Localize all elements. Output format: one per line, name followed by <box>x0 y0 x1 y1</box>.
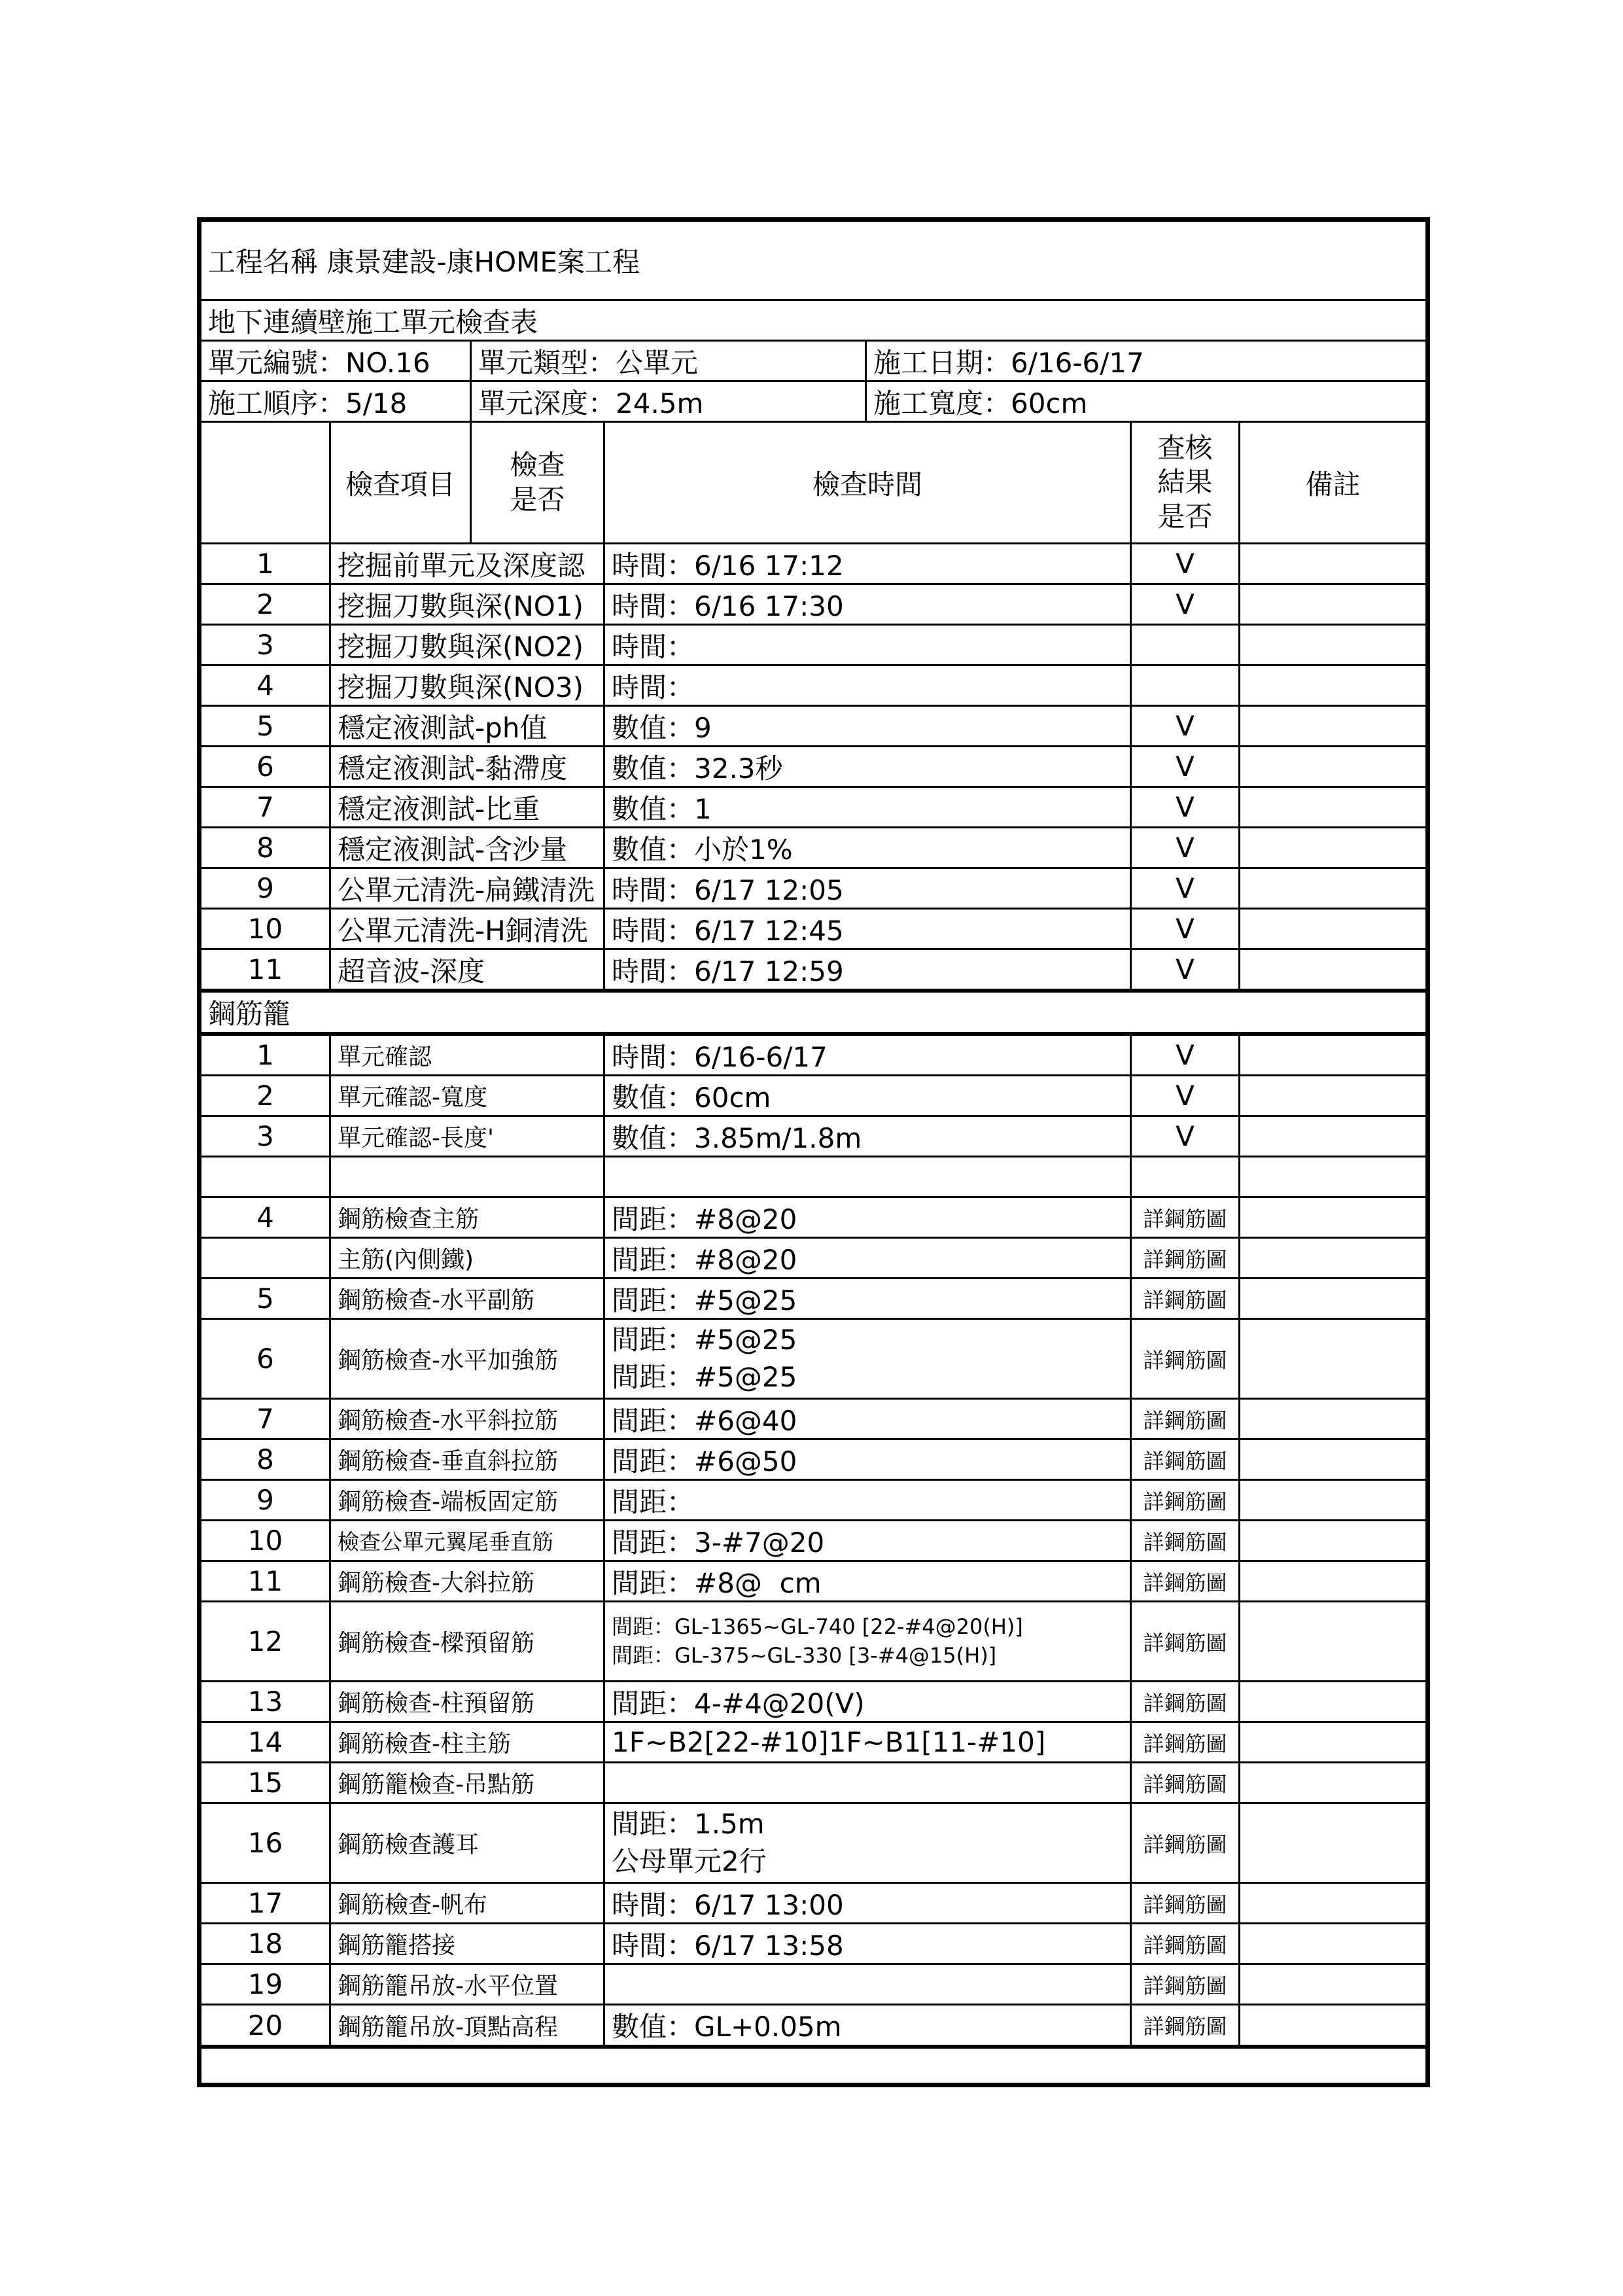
row-item: 鋼筋檢查-樑預留筋 <box>329 1602 603 1680</box>
row-value: 1F~B2[22-#10]1F~B1[11-#10] <box>603 1723 1130 1761</box>
row-value: 數值：3.85m/1.8m <box>603 1117 1130 1156</box>
table-row <box>201 1440 1425 1481</box>
row-item: 挖掘刀數與深(NO3) <box>329 666 603 705</box>
row-remark <box>1238 1198 1425 1237</box>
row-value: 時間：6/17 12:59 <box>603 950 1130 989</box>
row-result: V <box>1130 950 1238 989</box>
row-result: 詳鋼筋圖 <box>1130 1400 1238 1438</box>
row-remark <box>1238 1884 1425 1922</box>
row-number: 2 <box>256 588 274 620</box>
row-number: 9 <box>256 1484 274 1516</box>
row-remark <box>1238 1521 1425 1560</box>
project-row <box>201 222 1425 301</box>
header-result-line-2: 結果 <box>1157 466 1213 499</box>
row-item: 鋼筋檢查-水平副筋 <box>329 1279 603 1318</box>
row-number: 16 <box>247 1827 283 1859</box>
row-remark <box>1238 1157 1425 1196</box>
row-number: 10 <box>247 1525 283 1557</box>
row-number: 5 <box>256 1282 274 1315</box>
row-result <box>1130 626 1238 664</box>
table-row <box>201 950 1425 993</box>
row-value: 時間：6/16 17:30 <box>603 585 1130 624</box>
row-remark <box>1238 869 1425 908</box>
table-row <box>201 585 1425 626</box>
table-row <box>201 626 1425 666</box>
table-row <box>201 1400 1425 1440</box>
row-value: 間距：#8@ cm <box>603 1562 1130 1600</box>
table-header <box>201 423 1425 544</box>
section-header-row <box>201 993 1425 1036</box>
row-item: 穩定液測試-比重 <box>329 788 603 826</box>
row-value: 數值：1 <box>603 788 1130 826</box>
row-number: 3 <box>256 1120 274 1152</box>
row-value: 時間： <box>603 626 1130 664</box>
table-row <box>201 1279 1425 1320</box>
info-row-2 <box>201 382 1425 423</box>
row-remark <box>1238 1076 1425 1115</box>
row-item: 主筋(內側鐵) <box>329 1239 603 1277</box>
unit-number: 單元編號：NO.16 <box>208 346 430 379</box>
row-item: 穩定液測試-含沙量 <box>329 828 603 867</box>
row-item: 穩定液測試-黏滯度 <box>329 747 603 786</box>
row-number: 10 <box>247 913 283 945</box>
row-item: 鋼筋檢查-帆布 <box>329 1884 603 1922</box>
row-value <box>603 1320 1130 1398</box>
header-result-line-1: 查核 <box>1157 431 1213 464</box>
form-title: 地下連續壁施工單元檢查表 <box>208 306 538 338</box>
row-number: 4 <box>256 1201 274 1233</box>
row-remark <box>1238 950 1425 989</box>
row-item: 鋼筋檢查-水平加強筋 <box>329 1320 603 1398</box>
row-value: 間距： <box>603 1481 1130 1519</box>
project-label: 工程名稱 <box>208 246 319 278</box>
row-item: 挖掘前單元及深度認 <box>329 544 603 583</box>
row-number: 15 <box>247 1767 283 1799</box>
footer-blank <box>201 2049 1425 2083</box>
row-remark <box>1238 1400 1425 1438</box>
row-value-line-1: 間距：#5@25 <box>612 1323 797 1356</box>
project-name: 康景建設-康HOME案工程 <box>326 246 640 278</box>
row-item: 單元確認-寬度 <box>329 1076 603 1115</box>
row-number: 11 <box>247 1565 283 1597</box>
row-number <box>201 1157 329 1196</box>
row-value: 時間：6/17 12:05 <box>603 869 1130 908</box>
row-value: 數值：60cm <box>603 1076 1130 1115</box>
row-value-line-1: 間距：GL-1365~GL-740 [22-#4@20(H)] <box>612 1614 1023 1640</box>
row-value: 時間：6/17 13:00 <box>603 1884 1130 1922</box>
row-result: V <box>1130 788 1238 826</box>
work-width: 施工寬度：60cm <box>865 382 1425 421</box>
row-value: 數值：32.3秒 <box>603 747 1130 786</box>
row-remark <box>1238 910 1425 948</box>
empty-row <box>201 1157 1425 1198</box>
table-row <box>201 544 1425 585</box>
row-value: 數值：小於1% <box>603 828 1130 867</box>
row-value: 數值：GL+0.05m <box>603 2005 1130 2045</box>
row-remark <box>1238 1682 1425 1721</box>
row-number: 12 <box>247 1625 283 1657</box>
row-result: 詳鋼筋圖 <box>1130 2005 1238 2045</box>
row-item: 鋼筋檢查-水平斜拉筋 <box>329 1400 603 1438</box>
row-item: 挖掘刀數與深(NO2) <box>329 626 603 664</box>
row-remark <box>1238 1117 1425 1156</box>
table-row <box>201 1723 1425 1763</box>
table-row <box>201 1481 1425 1521</box>
row-number: 7 <box>256 791 274 823</box>
row-number: 1 <box>256 1039 274 1071</box>
row-result: 詳鋼筋圖 <box>1130 1804 1238 1882</box>
row-result: V <box>1130 1117 1238 1156</box>
row-remark <box>1238 1481 1425 1519</box>
row-value: 間距：#8@20 <box>603 1198 1130 1237</box>
row-result: V <box>1130 585 1238 624</box>
row-item: 鋼筋籠吊放-水平位置 <box>329 1965 603 2004</box>
row-value <box>603 1965 1130 2004</box>
row-number: 17 <box>247 1887 283 1919</box>
row-result: V <box>1130 869 1238 908</box>
row-item: 鋼筋檢查-端板固定筋 <box>329 1481 603 1519</box>
row-value: 間距：3-#7@20 <box>603 1521 1130 1560</box>
row-remark <box>1238 1723 1425 1761</box>
row-item: 鋼筋檢查護耳 <box>329 1804 603 1882</box>
row-result: V <box>1130 747 1238 786</box>
row-number: 19 <box>247 1968 283 2000</box>
row-number: 3 <box>256 629 274 661</box>
row-item: 鋼筋籠檢查-吊點筋 <box>329 1763 603 1802</box>
row-value <box>603 1602 1130 1680</box>
row-remark <box>1238 828 1425 867</box>
section-title: 鋼筋籠 <box>208 998 291 1030</box>
row-item: 超音波-深度 <box>329 950 603 989</box>
row-remark <box>1238 1602 1425 1680</box>
row-number: 13 <box>247 1686 283 1718</box>
header-item: 檢查項目 <box>329 423 470 542</box>
row-value: 間距：#6@50 <box>603 1440 1130 1479</box>
header-number <box>201 423 329 542</box>
row-item: 單元確認-長度' <box>329 1117 603 1156</box>
row-number: 8 <box>256 1443 274 1475</box>
row-number: 2 <box>256 1080 274 1112</box>
table-row <box>201 869 1425 910</box>
row-number: 20 <box>247 2009 283 2041</box>
row-remark <box>1238 1036 1425 1074</box>
table-row <box>201 828 1425 869</box>
row-item: 公單元清洗-扁鐵清洗 <box>329 869 603 908</box>
table-row <box>201 1804 1425 1884</box>
table-row <box>201 747 1425 788</box>
row-remark <box>1238 1279 1425 1318</box>
table-row <box>201 1924 1425 1965</box>
row-remark <box>1238 666 1425 705</box>
row-number: 7 <box>256 1403 274 1435</box>
header-check-line-2: 是否 <box>510 483 565 516</box>
row-remark <box>1238 1562 1425 1600</box>
row-result: 詳鋼筋圖 <box>1130 1602 1238 1680</box>
row-number: 18 <box>247 1928 283 1960</box>
row-result: 詳鋼筋圖 <box>1130 1723 1238 1761</box>
table-row <box>201 1117 1425 1157</box>
row-remark <box>1238 1965 1425 2004</box>
row-remark <box>1238 1320 1425 1398</box>
row-value: 時間：6/16 17:12 <box>603 544 1130 583</box>
row-value: 時間：6/17 12:45 <box>603 910 1130 948</box>
project-title <box>201 222 1425 299</box>
row-remark <box>1238 747 1425 786</box>
row-value: 間距：#8@20 <box>603 1239 1130 1277</box>
row-number: 8 <box>256 832 274 864</box>
table-row <box>201 1682 1425 1723</box>
header-result-line-3: 是否 <box>1157 500 1213 533</box>
row-result: V <box>1130 544 1238 583</box>
row-item: 鋼筋籠吊放-頂點高程 <box>329 2005 603 2045</box>
row-result: 詳鋼筋圖 <box>1130 1320 1238 1398</box>
row-result: V <box>1130 828 1238 867</box>
table-row <box>201 1036 1425 1076</box>
row-item: 鋼筋籠搭接 <box>329 1924 603 1963</box>
row-number: 11 <box>247 953 283 985</box>
row-remark <box>1238 788 1425 826</box>
row-result <box>1130 1157 1238 1196</box>
row-value-line-2: 間距：#5@25 <box>612 1360 797 1393</box>
row-remark <box>1238 1440 1425 1479</box>
row-remark <box>1238 626 1425 664</box>
row-item: 挖掘刀數與深(NO1) <box>329 585 603 624</box>
row-remark <box>1238 707 1425 745</box>
row-value: 時間： <box>603 666 1130 705</box>
work-date: 施工日期：6/16-6/17 <box>865 342 1425 380</box>
header-check <box>470 423 603 542</box>
row-result: 詳鋼筋圖 <box>1130 1763 1238 1802</box>
row-result: V <box>1130 910 1238 948</box>
unit-type: 單元類型：公單元 <box>470 342 865 380</box>
row-number: 6 <box>256 1343 274 1375</box>
row-result: 詳鋼筋圖 <box>1130 1965 1238 2004</box>
row-result: 詳鋼筋圖 <box>1130 1682 1238 1721</box>
row-number: 4 <box>256 669 274 701</box>
row-result: 詳鋼筋圖 <box>1130 1239 1238 1277</box>
row-remark <box>1238 544 1425 583</box>
row-result: 詳鋼筋圖 <box>1130 1279 1238 1318</box>
row-result: 詳鋼筋圖 <box>1130 1521 1238 1560</box>
table-row <box>201 788 1425 828</box>
row-number: 14 <box>247 1726 283 1758</box>
row-number: 6 <box>256 751 274 783</box>
row-value-line-2: 公母單元2行 <box>612 1845 767 1877</box>
row-number <box>201 1239 329 1277</box>
row-item: 鋼筋檢查-柱主筋 <box>329 1723 603 1761</box>
form-title-row <box>201 301 1425 342</box>
table-row <box>201 1198 1425 1239</box>
row-item: 鋼筋檢查-大斜拉筋 <box>329 1562 603 1600</box>
row-item: 穩定液測試-ph值 <box>329 707 603 745</box>
row-result <box>1130 666 1238 705</box>
row-number: 1 <box>256 548 274 580</box>
row-value-line-1: 間距：1.5m <box>612 1807 765 1840</box>
table-row <box>201 1562 1425 1602</box>
row-value: 間距：4-#4@20(V) <box>603 1682 1130 1721</box>
row-item: 公單元清洗-H銅清洗 <box>329 910 603 948</box>
row-item: 檢查公單元翼尾垂直筋 <box>329 1521 603 1560</box>
row-item: 鋼筋檢查-柱預留筋 <box>329 1682 603 1721</box>
row-result: 詳鋼筋圖 <box>1130 1481 1238 1519</box>
header-check-line-1: 檢查 <box>510 449 565 481</box>
row-result: 詳鋼筋圖 <box>1130 1884 1238 1922</box>
table-row <box>201 1763 1425 1804</box>
row-item: 單元確認 <box>329 1036 603 1074</box>
row-remark <box>1238 1239 1425 1277</box>
header-result <box>1130 423 1238 542</box>
inspection-form <box>197 217 1430 2087</box>
row-value: 時間：6/16-6/17 <box>603 1036 1130 1074</box>
row-result: 詳鋼筋圖 <box>1130 1924 1238 1963</box>
row-result: V <box>1130 1036 1238 1074</box>
row-number: 5 <box>256 710 274 742</box>
row-result: 詳鋼筋圖 <box>1130 1198 1238 1237</box>
table-row <box>201 910 1425 950</box>
table-row <box>201 666 1425 707</box>
table-row <box>201 2005 1425 2049</box>
table-row <box>201 1239 1425 1279</box>
row-result: 詳鋼筋圖 <box>1130 1562 1238 1600</box>
table-row <box>201 1602 1425 1682</box>
table-row <box>201 707 1425 747</box>
row-item: 鋼筋檢查-垂直斜拉筋 <box>329 1440 603 1479</box>
header-time: 檢查時間 <box>603 423 1130 542</box>
row-number: 9 <box>256 872 274 904</box>
table-row <box>201 1884 1425 1924</box>
row-value: 間距：#6@40 <box>603 1400 1130 1438</box>
row-result: V <box>1130 707 1238 745</box>
row-value: 間距：#5@25 <box>603 1279 1130 1318</box>
table-row <box>201 1076 1425 1117</box>
row-item: 鋼筋檢查主筋 <box>329 1198 603 1237</box>
row-result: 詳鋼筋圖 <box>1130 1440 1238 1479</box>
row-value <box>603 1763 1130 1802</box>
row-remark <box>1238 1804 1425 1882</box>
table-row <box>201 1320 1425 1400</box>
row-remark <box>1238 1763 1425 1802</box>
table-row <box>201 1965 1425 2005</box>
row-value <box>603 1157 1130 1196</box>
info-row-1 <box>201 342 1425 382</box>
header-remark: 備註 <box>1238 423 1425 542</box>
row-remark <box>1238 585 1425 624</box>
table-row <box>201 1521 1425 1562</box>
unit-depth: 單元深度：24.5m <box>470 382 865 421</box>
row-item <box>329 1157 603 1196</box>
row-value: 數值：9 <box>603 707 1130 745</box>
row-value <box>603 1804 1130 1882</box>
row-remark <box>1238 1924 1425 1963</box>
work-order: 施工順序：5/18 <box>208 387 408 419</box>
row-value-line-2: 間距：GL-375~GL-330 [3-#4@15(H)] <box>612 1642 997 1668</box>
row-result: V <box>1130 1076 1238 1115</box>
row-remark <box>1238 2005 1425 2045</box>
row-value: 時間：6/17 13:58 <box>603 1924 1130 1963</box>
